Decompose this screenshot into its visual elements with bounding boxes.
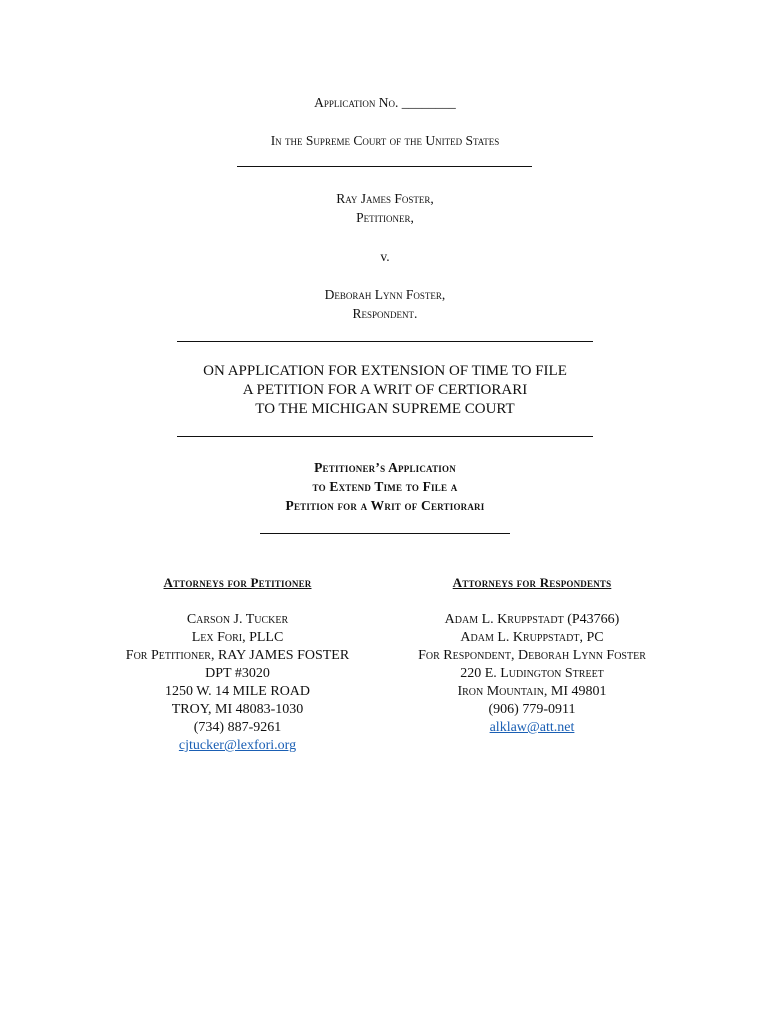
respondent-name: Deborah Lynn Foster,	[324, 287, 446, 302]
respondent-attorneys-block	[392, 575, 672, 737]
petitioner-attorney-line: For Petitioner, RAY JAMES FOSTER	[125, 648, 350, 663]
petitioner-attorney-line: Lex Fori, PLLC	[191, 630, 284, 645]
petitioner-attorneys-block	[100, 575, 375, 755]
respondent-attorney-line: Iron Mountain, MI 49801	[457, 684, 607, 699]
application-number: Application No. ________	[314, 95, 456, 110]
caption-rule-2	[177, 341, 593, 342]
petitioner-attorney-line: (734) 887-9261	[193, 720, 282, 735]
respondent-role: Respondent.	[352, 306, 418, 321]
petitioner-name: Ray James Foster,	[336, 191, 434, 206]
petitioner-attorney-line: Carson J. Tucker	[186, 612, 289, 627]
respondent-attorney-line: For Respondent, Deborah Lynn Foster	[418, 648, 646, 663]
doc-title-line-2: to Extend Time to File a	[312, 479, 458, 494]
respondent-attorney-line: Adam L. Kruppstadt (P43766)	[444, 612, 620, 627]
caption-rule-1	[237, 166, 532, 167]
respondent-email-link[interactable]: alklaw@att.net	[489, 720, 575, 735]
court-name: In the Supreme Court of the United States	[270, 133, 500, 148]
doc-title-line-3: Petition for a Writ of Certiorari	[285, 498, 485, 513]
main-title-line-3: TO THE MICHIGAN SUPREME COURT	[255, 401, 515, 417]
petitioner-attorneys-header: Attorneys for Petitioner	[163, 575, 312, 590]
doc-title-line-1: Petitioner’s Application	[314, 460, 456, 475]
respondent-attorney-line: 220 E. Ludington Street	[460, 666, 604, 681]
respondent-attorney-line: (906) 779-0911	[488, 702, 576, 717]
petitioner-attorney-line: 1250 W. 14 MILE ROAD	[164, 684, 311, 699]
respondent-attorneys-header: Attorneys for Respondents	[452, 575, 612, 590]
main-title-line-2: A PETITION FOR A WRIT OF CERTIORARI	[242, 382, 528, 398]
petitioner-email-link[interactable]: cjtucker@lexfori.org	[178, 738, 297, 753]
respondent-attorney-line: Adam L. Kruppstadt, PC	[460, 630, 604, 645]
petitioner-attorney-line: DPT #3020	[205, 666, 270, 681]
title-rule	[177, 436, 593, 437]
petitioner-role: Petitioner,	[356, 210, 414, 225]
versus: v.	[380, 249, 390, 264]
main-title-line-1: ON APPLICATION FOR EXTENSION OF TIME TO FILE	[203, 363, 567, 379]
petitioner-attorney-line: TROY, MI 48083-1030	[171, 702, 304, 717]
doc-title-rule	[260, 533, 510, 534]
